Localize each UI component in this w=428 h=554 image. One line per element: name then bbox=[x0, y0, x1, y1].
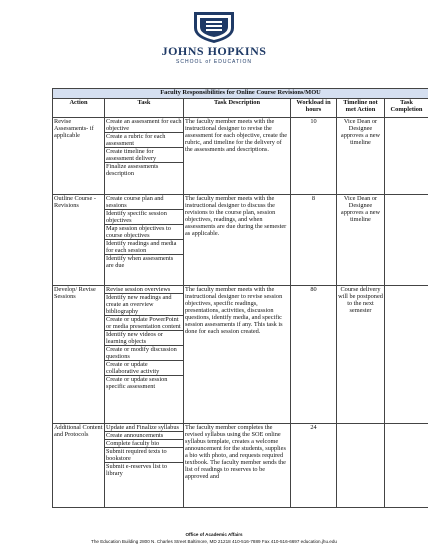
task-item: Create or update collaborative activity bbox=[105, 361, 183, 376]
row-tasks bbox=[105, 118, 184, 195]
task-item: Create an assessment for each objective bbox=[106, 118, 182, 132]
university-seal-icon bbox=[176, 10, 252, 44]
task-item: Identify new readings and create an overview bibliography bbox=[105, 294, 183, 316]
row-action: Outline Course - Revisions bbox=[53, 195, 105, 286]
task-item: Create timeline for assessment delivery bbox=[105, 148, 183, 163]
task-item: Create announcements bbox=[105, 432, 183, 440]
table-title: Faculty Responsibilities for Online Course Revisions/MOU bbox=[53, 89, 428, 99]
table-row bbox=[53, 286, 428, 424]
row-description: The faculty member completes the revised syllabus using the SOE online syllabus template, creates a welcome announcement for the students, supplies a bio with photo, and requests required textbook. The faculty member sends the list of readings to reserves to be approved and bbox=[184, 424, 291, 508]
row-description: The faculty member meets with the instructional designer to revise session objectives, specific readings, presentations, activities, discussion questions, identify media, and specific session assessments if any. This task is done for each session created. bbox=[184, 286, 291, 424]
row-workload: 10 bbox=[291, 118, 337, 195]
task-item: Submit required texts to bookstore bbox=[105, 448, 183, 463]
logo-subtitle: SCHOOL of EDUCATION bbox=[176, 59, 252, 65]
column-header-workload: Workload in hours bbox=[291, 99, 337, 118]
column-header-completion: Task Completion bbox=[385, 99, 428, 118]
task-item: Identify when assessments are due bbox=[106, 255, 174, 269]
row-completion bbox=[385, 118, 428, 195]
task-item: Update and Finalize syllabus bbox=[105, 424, 183, 432]
task-item: Create or update PowerPoint or media presentation content bbox=[105, 316, 183, 331]
row-description: The faculty member meets with the instructional designer to discuss the revisions to the course plan, session objectives, readings, and when assessments are due during the semester as applicable. bbox=[184, 195, 291, 286]
row-workload: 80 bbox=[291, 286, 337, 424]
row-action: Additional Content and Protocols bbox=[53, 424, 105, 508]
column-header-action: Action bbox=[53, 99, 105, 118]
row-timeline: Vice Dean or Designee approves a new timeline bbox=[337, 195, 385, 286]
row-action: Develop/ Revise Sessions bbox=[53, 286, 105, 424]
row-completion bbox=[385, 195, 428, 286]
table-header-row bbox=[53, 99, 428, 118]
table-row bbox=[53, 195, 428, 286]
row-tasks bbox=[105, 195, 184, 286]
row-timeline: Vice Dean or Designee approves a new timeline bbox=[337, 118, 385, 195]
task-item: Create course plan and sessions bbox=[105, 195, 183, 210]
row-workload: 8 bbox=[291, 195, 337, 286]
row-tasks bbox=[105, 424, 184, 508]
column-header-task-description: Task Description bbox=[184, 99, 291, 118]
row-timeline bbox=[337, 424, 385, 508]
row-action: Revise Assessments- if applicable bbox=[53, 118, 105, 195]
footer-address: The Education Building 2800 N. Charles Street Baltimore, MD 21218 410-516-7889 Fax 410-516-6697 education.jhu.edu bbox=[91, 539, 337, 544]
task-item: Submit e-reserves list to library bbox=[106, 463, 168, 477]
task-item: Complete faculty bio bbox=[105, 440, 183, 448]
table-row bbox=[53, 424, 428, 508]
logo bbox=[0, 0, 428, 80]
row-tasks bbox=[105, 286, 184, 424]
responsibilities-table bbox=[52, 88, 428, 508]
task-item: Create a rubric for each assessment bbox=[105, 133, 183, 148]
footer-office: Office of Academic Affairs bbox=[185, 532, 243, 537]
task-item: Map session objectives to course objectives bbox=[105, 225, 183, 240]
task-item: Create or modify discussion questions bbox=[105, 346, 183, 361]
task-item: Identify new videos or learning objects bbox=[105, 331, 183, 346]
column-header-timeline: Timeline not met Action bbox=[337, 99, 385, 118]
column-header-task: Task bbox=[105, 99, 184, 118]
task-item: Create or update session specific assessment bbox=[106, 376, 168, 390]
table-title-row bbox=[53, 89, 428, 99]
task-item: Revise session overviews bbox=[105, 286, 183, 294]
row-completion bbox=[385, 286, 428, 424]
task-item: Identify readings and media for each session bbox=[105, 240, 183, 255]
row-timeline: Course delivery will be postponed to the next semester bbox=[337, 286, 385, 424]
table-row bbox=[53, 118, 428, 195]
task-item: Finalize assessments description bbox=[106, 163, 159, 177]
task-item: Identify specific session objectives bbox=[105, 210, 183, 225]
logo-title: JOHNS HOPKINS bbox=[161, 44, 267, 58]
row-description: The faculty member meets with the instructional designer to revise the assessment for each objective, create the rubric, and timeline for the delivery of the assessments and descriptions. bbox=[184, 118, 291, 195]
row-completion bbox=[385, 424, 428, 508]
row-workload: 24 bbox=[291, 424, 337, 508]
